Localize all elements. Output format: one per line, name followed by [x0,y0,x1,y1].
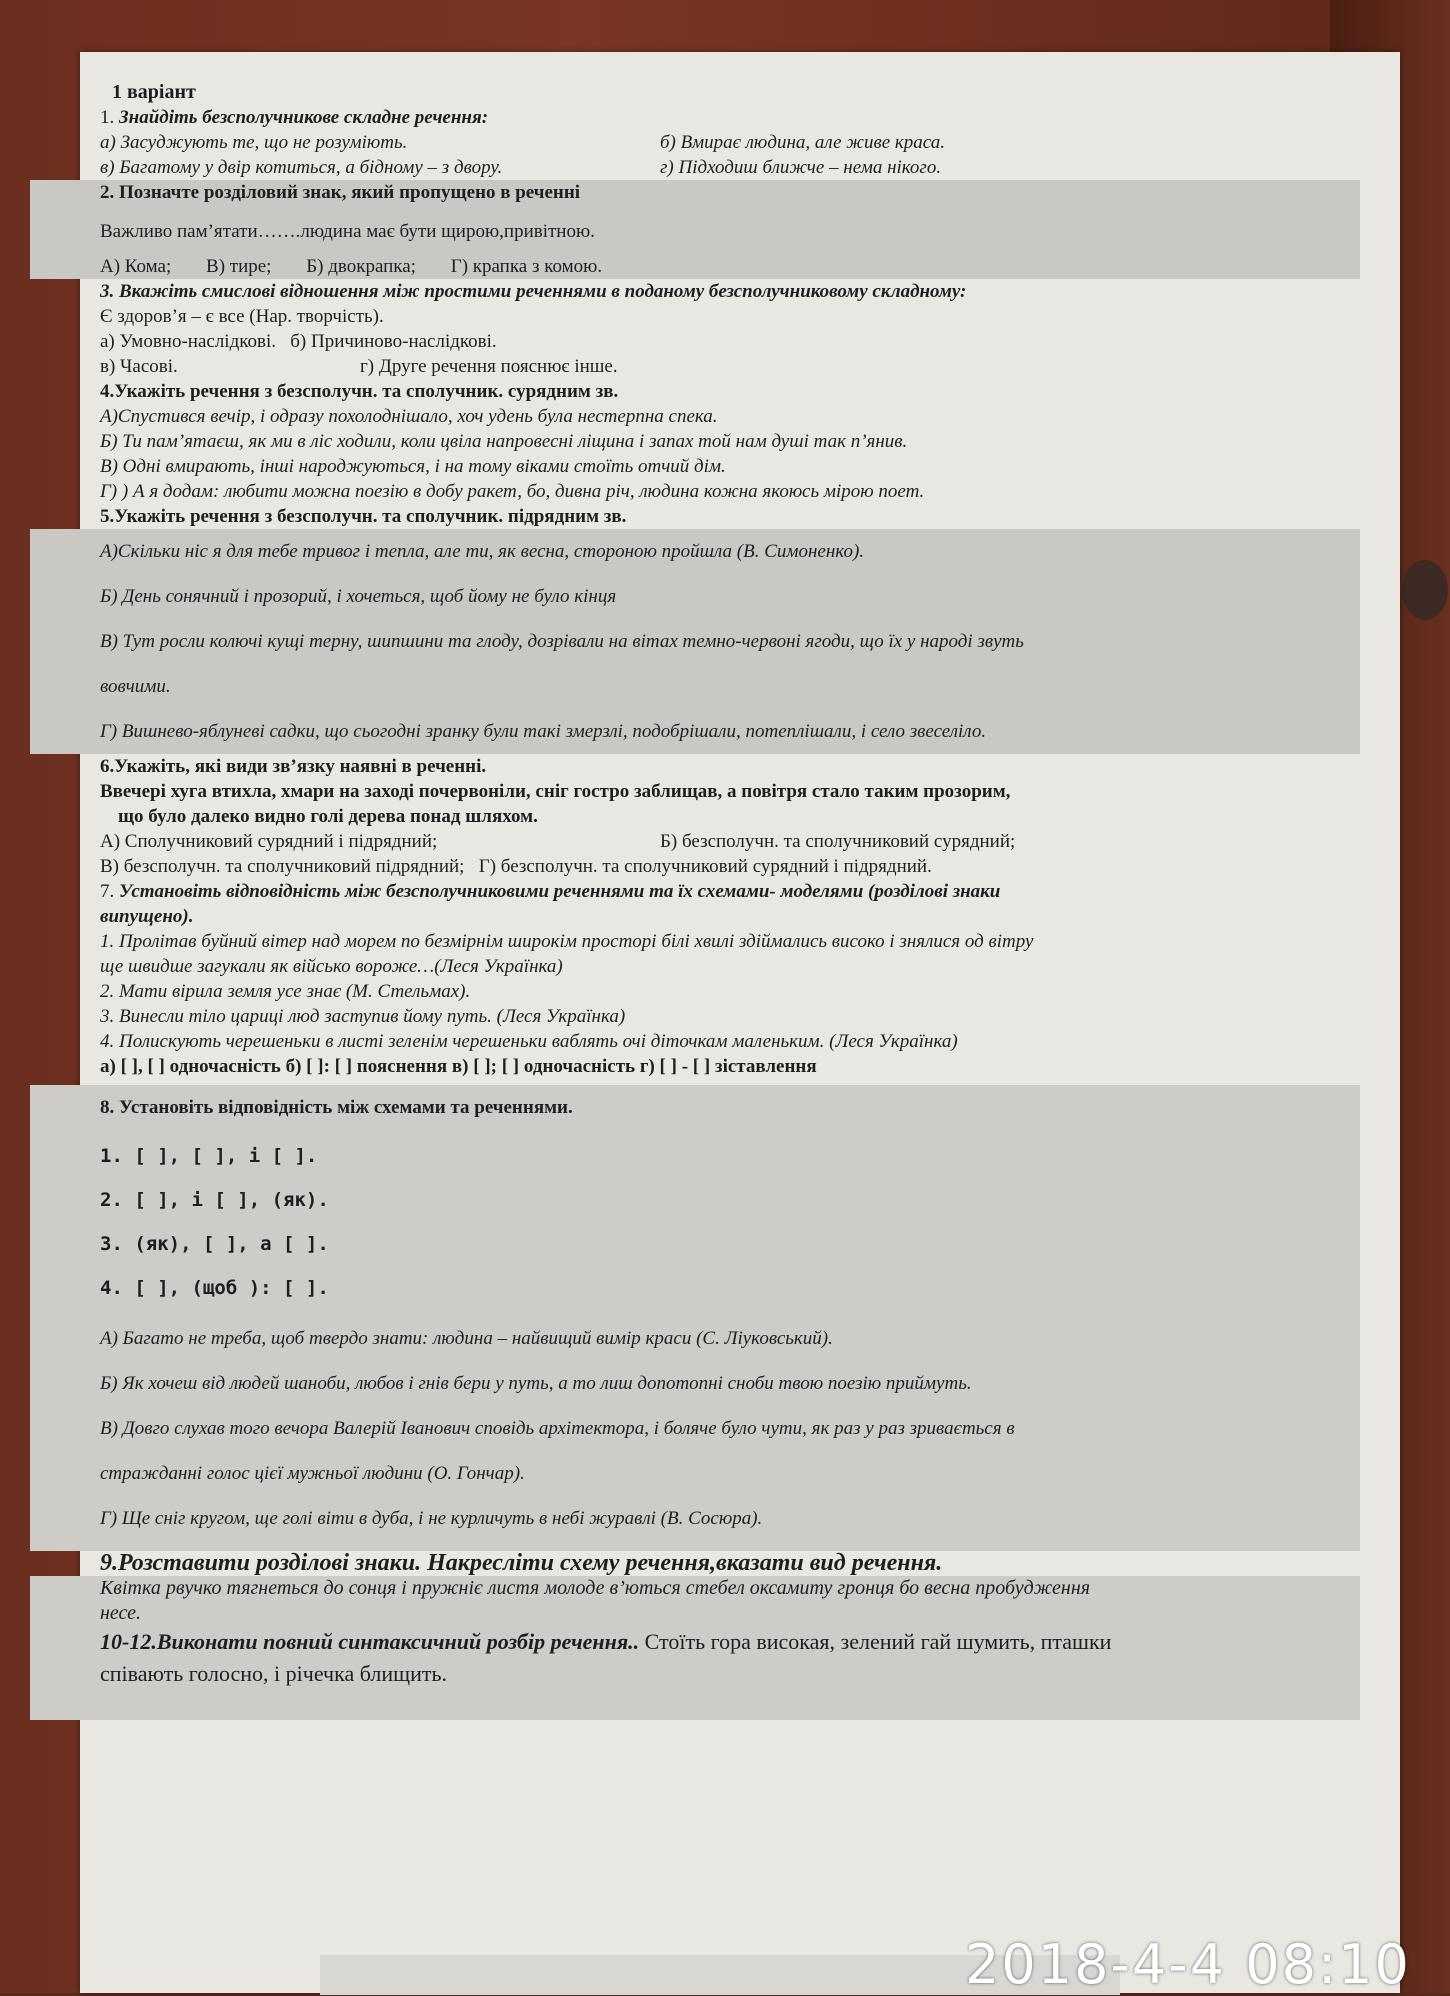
question-6 [100,754,1360,879]
q7-sentence-1-cont: ще швидше загукали як військо вороже…(Леся Українка) [100,956,563,977]
worksheet-content [100,80,1360,1720]
desk-hole [1402,560,1448,620]
q8-schema-4: 4. [ ], (щоб ): [ ]. [100,1277,329,1299]
q8-heading: 8. Установіть відповідність між схемами та реченнями. [100,1097,573,1118]
q1-number: 1. [100,107,115,128]
q4-option-g: Г) ) А я додам: любити можна поезію в добу ракет, бо, дивна річ, людина кожна якоюсь мірою поет. [100,481,925,502]
q9-sentence-cont: несе. [100,1602,142,1624]
q6-heading: 6.Укажіть, які види зв’язку наявні в реченні. [100,756,487,777]
question-1 [100,105,1360,180]
q4-heading: 4.Укажіть речення з безсполучн. та сполучник. сурядним зв. [100,381,619,402]
q1-option-v: в) Багатому у двір котиться, а бідному – з двору. [100,157,503,178]
q10-sentence: Стоїть гора високая, зелений гай шумить, пташки [644,1629,1112,1654]
q4-option-b: Б) Ти пам’ятаєш, як ми в ліс ходили, коли цвіла напровесні ліщина і запах той нам душі так п’янив. [100,431,908,452]
q8-sentence-v: В) Довго слухав того вечора Валерій Іванович сповідь архітектора, і боляче було чути, як раз у раз зривається в [100,1418,1015,1439]
q2-option: А) Кома; [100,256,172,277]
q8-sentences [100,1316,1350,1541]
q2-heading: 2. Позначте розділовий знак, який пропущено в реченні [100,182,581,203]
q2-option: Г) крапка з комою. [450,256,603,277]
q8-sentence-g: Г) Ще сніг кругом, ще голі віти в дуба, і не курличуть в небі журавлі (В. Сосюра). [100,1508,763,1529]
q8-schema-1: 1. [ ], [ ], і [ ]. [100,1145,318,1167]
q10-sentence-cont: співають голосно, і річечка блищить. [100,1661,448,1686]
q5-option-v: В) Тут росли колючі кущі терну, шипшини та глоду, дозрівали на вітах темно-червоні ягоди, що їх у народі звуть [100,631,1024,652]
q6-option-g: Г) безсполучн. та сполучниковий сурядний і підрядний. [478,856,932,877]
q4-option-a: А)Спустився вечір, і одразу похолоднішало, хоч удень була нестерпна спека. [100,406,718,427]
q7-sentence-1: 1. Пролітав буйний вітер над морем по безмірнім широкім просторі білі хвилі здіймались високо і знялися од вітру [100,931,1034,952]
q1-option-b: б) Вмирає людина, але живе краса. [660,132,945,153]
q7-heading: Установіть відповідність між безсполучниковими реченнями та їх схемами- моделями (розділові знаки [119,881,1001,902]
q2-option: Б) двокрапка; [306,256,416,277]
q6-sentence: Ввечері хуга втихла, хмари на заході почервоніли, сніг гостро заблищав, а повітря стало таким прозорим, [100,781,1011,802]
q2-option: В) тире; [206,256,272,277]
q5-option-a: А)Скільки ніс я для тебе тривог і тепла, але ти, як весна, стороною пройшла (В. Симоненко). [100,541,865,562]
q8-sentence-v-cont: стражданні голос цієї мужньої людини (О. Гончар). [100,1463,525,1484]
variant-title: 1 варіант [112,81,196,103]
q5-options-box [30,529,1360,754]
question-8 [30,1085,1360,1551]
q8-schemas [100,1120,1350,1316]
q8-schema-3: 3. (як), [ ], а [ ]. [100,1233,329,1255]
q1-heading: Знайдіть безсполучникове складне речення: [119,107,489,128]
q6-option-a: А) Сполучниковий сурядний і підрядний; [100,831,438,852]
q9-sentence: Квітка рвучко тягнеться до сонця і пружніє листя молоде в’ються стебел оксамиту гронця бо весна пробудження [100,1577,1091,1599]
q3-option-g: г) Друге речення пояснює інше. [360,356,618,377]
q9-heading: 9.Розставити розділові знаки. Накресліти схему речення,вказати вид речення. [100,1550,943,1576]
q1-option-g: г) Підходиш ближче – нема нікого. [660,157,942,178]
question-2 [30,180,1360,279]
q7-sentence-3: 3. Винесли тіло цариці люд заступив йому путь. (Леся Українка) [100,1006,626,1027]
q3-sentence: Є здоров’я – є все (Нар. творчість). [100,306,384,327]
q8-schema-2: 2. [ ], і [ ], (як). [100,1189,329,1211]
q9-sentence-box [30,1576,1360,1626]
q1-option-a: а) Засуджують те, що не розуміють. [100,132,408,153]
question-5 [100,504,1360,754]
question-7 [100,879,1360,1079]
q5-heading: 5.Укажіть речення з безсполучн. та сполучник. підрядним зв. [100,506,627,527]
q5-option-v-cont: вовчими. [100,676,171,697]
photo-timestamp: 2018-4-4 08:10 [965,1933,1411,1996]
question-9 [100,1551,1360,1626]
q3-option-a: а) Умовно-наслідкові. [100,331,277,352]
q3-heading: 3. Вкажіть смислові відношення між простими реченнями в поданому безсполучниковому складному: [100,281,967,302]
q7-sentence-4: 4. Полискують черешеньки в листі зеленім черешеньки ваблять очі діточкам маленьким. (Леся Українка) [100,1031,958,1052]
q7-heading-cont: випущено). [100,906,194,927]
q8-sentence-a: А) Багато не треба, щоб твердо знати: людина – найвищий вимір краси (С. Ліуковський). [100,1328,833,1349]
q7-sentence-2: 2. Мати вірила земля усе знає (М. Стельмах). [100,981,471,1002]
q7-number: 7. [100,881,115,902]
q5-option-b: Б) День сонячний і прозорий, і хочеться, щоб йому не було кінця [100,586,617,607]
q6-sentence-cont: що було далеко видно голі дерева понад шляхом. [118,806,538,827]
q2-sentence: Важливо пам’ятати…….людина має бути щирою,привітною. [100,221,595,242]
q3-option-v: в) Часові. [100,356,178,377]
q6-option-b: Б) безсполучн. та сполучниковий сурядний; [660,831,1016,852]
question-4 [100,379,1360,504]
question-3 [100,279,1360,379]
q4-option-v: В) Одні вмирають, інші народжуються, і на тому віками стоїть отчий дім. [100,456,726,477]
q10-heading: 10-12.Виконати повний синтаксичний розбір речення.. [100,1629,640,1654]
q3-option-b: б) Причиново-наслідкові. [290,331,497,352]
question-10 [30,1626,1360,1720]
q6-option-v: В) безсполучн. та сполучниковий підрядний; [100,856,465,877]
q8-sentence-b: Б) Як хочеш від людей шаноби, любов і гнів бери у путь, а то лиш допотопні сноби твою поезію приймуть. [100,1373,972,1394]
q2-options [100,254,1350,279]
q5-option-g: Г) Вишнево-яблуневі садки, що сьогодні зранку були такі змерзлі, подобрішали, потеплішали, і село звеселіло. [100,721,987,742]
q7-answer-schemes: а) [ ], [ ] одночасність б) [ ]: [ ] пояснення в) [ ]; [ ] одночасність г) [ ] - [ ] зіставлення [100,1056,817,1077]
